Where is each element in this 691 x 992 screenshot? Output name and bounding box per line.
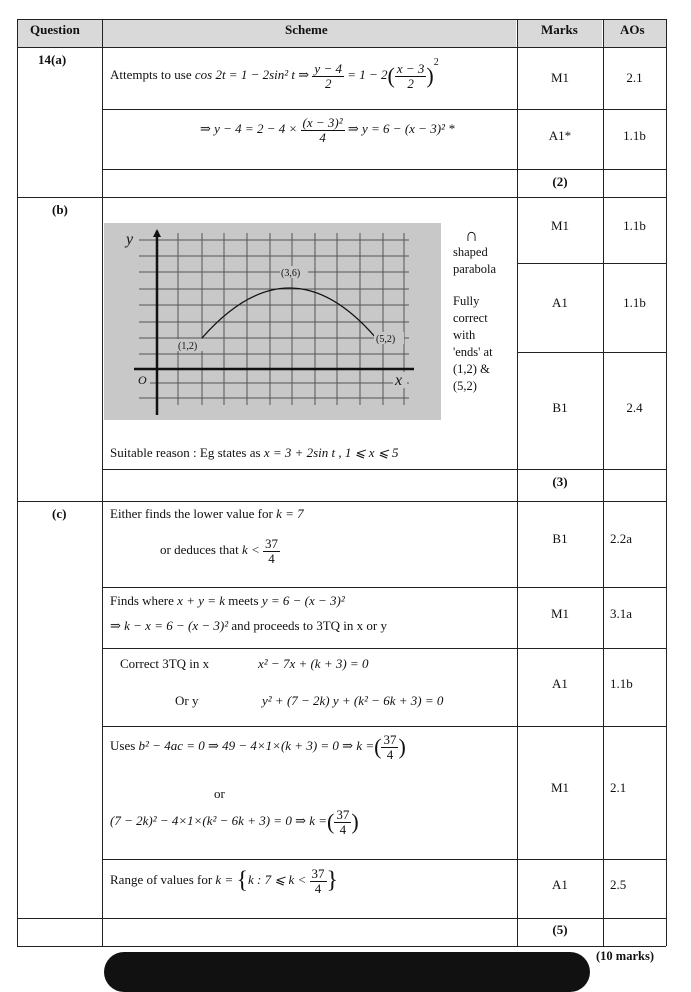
part-c-r5-line: Range of values for k = {k : 7 ⩽ k < $\frac{37}{4}$ }	[110, 866, 339, 896]
part-b-note1-line1: shaped	[453, 245, 488, 259]
part-b-note2-line: (1,2) &	[453, 362, 490, 376]
part-a-line1-tail: = 1 − 2	[347, 67, 388, 82]
header-scheme: Scheme	[285, 22, 328, 37]
part-a-line2-frac-num: (x − 3)²	[302, 115, 343, 130]
part-c-r1-line1-math: k = 7	[276, 506, 304, 521]
part-c-r5-frac-num: 37	[311, 866, 325, 881]
part-a-ao2: 1.1b	[623, 128, 646, 143]
part-c-total: (5)	[552, 922, 568, 937]
header-aos: AOs	[620, 22, 645, 37]
part-b-ao3: 2.4	[626, 400, 643, 415]
part-c-r5-inner: k : 7 ⩽ k <	[248, 872, 307, 888]
part-c-r1-frac	[263, 537, 280, 565]
part-b-note1-line2: parabola	[453, 262, 497, 276]
part-a-line1-frac2	[395, 62, 427, 90]
part-b-note-ends	[453, 293, 493, 395]
part-a-row1-bottom	[102, 109, 666, 110]
part-c-r1-mark: B1	[552, 531, 568, 546]
part-c-r3-line1	[120, 656, 209, 672]
part-a-label: 14(a)	[38, 52, 67, 67]
part-c-r4-frac1-den: 4	[386, 746, 394, 762]
part-a-line2-frac	[301, 116, 345, 144]
header-question: Question	[30, 22, 80, 37]
part-c-r1-line2-math: k <	[241, 542, 260, 558]
part-c-r2-line1	[110, 593, 345, 609]
part-b-note2-line: (5,2)	[453, 379, 477, 393]
part-b-note2-line: Fully	[453, 294, 480, 308]
part-b-bottom	[17, 501, 666, 502]
part-a-line1-frac-num: y − 4	[314, 60, 342, 76]
table-border-right	[666, 19, 667, 946]
part-c-row3-bottom	[102, 726, 666, 727]
part-c-r4-frac1-num: 37	[383, 732, 397, 747]
part-b-mark2: A1	[552, 295, 568, 310]
part-c-row2-bottom	[102, 648, 666, 649]
part-c-r4-mark: M1	[550, 780, 570, 795]
part-c-r3-line1-text: Correct 3TQ in x	[120, 656, 210, 671]
part-a-line1-frac-den: 2	[324, 75, 332, 91]
part-c-r2-line2-math: ⇒ k − x = 6 − (x − 3)²	[110, 618, 229, 633]
part-c-r1-line2	[160, 537, 280, 565]
part-c-r2-line1-mid: meets	[228, 593, 259, 608]
part-c-r1-ao: 2.2a	[610, 531, 633, 546]
part-b-note-shape	[453, 226, 496, 278]
part-a-line1-frac	[312, 62, 344, 90]
part-c-r3-line2-text: Or y	[175, 693, 199, 708]
part-a-line2-lead: ⇒ y − 4 = 2 − 4 ×	[200, 121, 298, 137]
part-a-line2-tail: ⇒ y = 6 − (x − 3)² *	[347, 121, 455, 137]
part-c-r2-line1-math1: x + y = k	[177, 593, 226, 608]
table-border-bottom	[17, 946, 666, 947]
part-c-r2-mark: M1	[550, 606, 570, 621]
part-c-r2-line1-text: Finds where	[110, 593, 174, 608]
part-c-r3-line2-math: y² + (7 − 2k) y + (k² − 6k + 3) = 0	[262, 693, 444, 708]
part-a-line1-frac2-num: x − 3	[396, 60, 425, 76]
part-c-r2-line2	[110, 618, 387, 634]
part-a-line1-frac2-den: 2	[407, 75, 414, 91]
header-bottom	[17, 47, 666, 48]
part-c-r4-frac1	[381, 733, 398, 761]
table-border-top	[17, 19, 666, 20]
part-c-r5-mark: A1	[552, 877, 568, 892]
table-divider-aos	[603, 19, 604, 946]
part-c-r1-line2-text: or deduces that	[160, 542, 239, 558]
part-b-note2-line: correct	[453, 311, 488, 325]
table-border-left	[17, 19, 18, 946]
graph-x-label: x	[395, 372, 403, 389]
part-c-r2-line1-math2: y = 6 − (x − 3)²	[261, 593, 345, 608]
part-b-total: (3)	[552, 474, 568, 489]
graph-origin-label: O	[138, 373, 147, 387]
part-c-r4-ao: 2.1	[610, 780, 627, 795]
part-a-line1: Attempts to use cos 2t = 1 − 2sin² t ⇒ $\frac{y - 4}{2}$ = 1 − 2( $\frac{x - 3}{2}$ )$^2$	[110, 57, 439, 91]
part-a-row2-bottom	[102, 169, 666, 170]
part-c-r4-line2-math: (7 − 2k)² − 4×1×(k² − 6k + 3) = 0 ⇒ k =	[110, 813, 328, 829]
part-a-total: (2)	[552, 174, 568, 189]
part-c-r4-line2: (7 − 2k)² − 4×1×(k² − 6k + 3) = 0 ⇒ k =( $\frac{37}{4}$ )	[110, 807, 359, 837]
part-a-line2	[200, 116, 455, 144]
part-c-r5-math: k =	[215, 872, 234, 888]
part-c-r1-frac-den: 4	[268, 550, 275, 566]
part-b-reason-math: x = 3 + 2sin t , 1 ⩽ x ⩽ 5	[263, 445, 399, 460]
cap-icon: ∩	[465, 225, 478, 245]
part-c-r4-or: or	[214, 786, 225, 801]
graph-point-right: (5,2)	[376, 334, 396, 345]
header-marks: Marks	[541, 22, 578, 37]
part-c-r4-line1-math: b² − 4ac = 0 ⇒ 49 − 4×1×(k + 3) = 0 ⇒ k =	[138, 738, 375, 754]
part-a-line1-math: cos 2t = 1 − 2sin² t ⇒	[194, 67, 310, 82]
part-a-line2-frac-den: 4	[319, 129, 326, 145]
part-a-bottom	[17, 197, 666, 198]
part-b-m1-bottom	[517, 263, 666, 264]
part-c-r4-frac2	[334, 808, 351, 836]
table-divider-question	[102, 19, 103, 946]
part-b-reason-text: Suitable reason : Eg states as	[110, 445, 261, 460]
part-c-r4-line1: Uses b² − 4ac = 0 ⇒ 49 − 4×1×(k + 3) = 0 ⇒ k =( $\frac{37}{4}$ )	[110, 732, 406, 762]
part-b-scheme-bottom	[102, 469, 666, 470]
part-a-line1-text: Attempts to use	[110, 67, 192, 82]
grand-total: (10 marks)	[596, 949, 654, 963]
part-c-r3-mark: A1	[552, 676, 568, 691]
part-c-r1-line1-text: Either finds the lower value for	[110, 506, 273, 521]
part-c-r4-frac2-num: 37	[336, 807, 350, 822]
part-c-r5-frac-den: 4	[314, 880, 322, 896]
part-c-label: (c)	[52, 506, 67, 521]
part-b-note2-line: 'ends' at	[453, 345, 493, 359]
part-a-ao1: 2.1	[626, 70, 643, 85]
part-b-mark3: B1	[552, 400, 568, 415]
part-c-r5-frac	[310, 867, 327, 895]
part-c-r1-frac-num: 37	[265, 536, 278, 551]
part-c-row4-bottom	[102, 859, 666, 860]
part-c-r2-ao: 3.1a	[610, 606, 633, 621]
part-b-ao2: 1.1b	[623, 295, 646, 310]
part-b-label: (b)	[52, 202, 68, 217]
part-c-r2-line2-text: and proceeds to 3TQ in x or y	[231, 618, 387, 633]
part-c-r3-ao: 1.1b	[610, 676, 633, 691]
part-c-r5-text: Range of values for	[110, 872, 213, 888]
part-b-mark1: M1	[550, 218, 570, 233]
part-c-r5-ao: 2.5	[610, 877, 627, 892]
part-c-r4-frac2-den: 4	[339, 821, 347, 837]
part-a-line1-sq: 2	[433, 57, 439, 68]
part-b-a1-bottom	[517, 352, 666, 353]
part-b-reason	[110, 445, 398, 461]
part-b-ao1: 1.1b	[623, 218, 646, 233]
bottom-overlay-bar	[104, 952, 590, 992]
graph-y-label: y	[126, 231, 134, 248]
part-c-row5-bottom	[17, 918, 666, 919]
part-c-r3-line1-math: x² − 7x + (k + 3) = 0	[258, 656, 369, 671]
part-a-mark2: A1*	[548, 128, 572, 143]
graph-point-left: (1,2)	[178, 341, 198, 352]
part-c-r1-line1	[110, 506, 304, 522]
part-c-r4-line1-text: Uses	[110, 738, 136, 754]
part-a-mark1: M1	[550, 70, 570, 85]
part-b-note2-line: with	[453, 328, 476, 342]
parabola-graph	[104, 223, 441, 420]
graph-point-top: (3,6)	[281, 268, 301, 279]
part-c-row1-bottom	[102, 587, 666, 588]
